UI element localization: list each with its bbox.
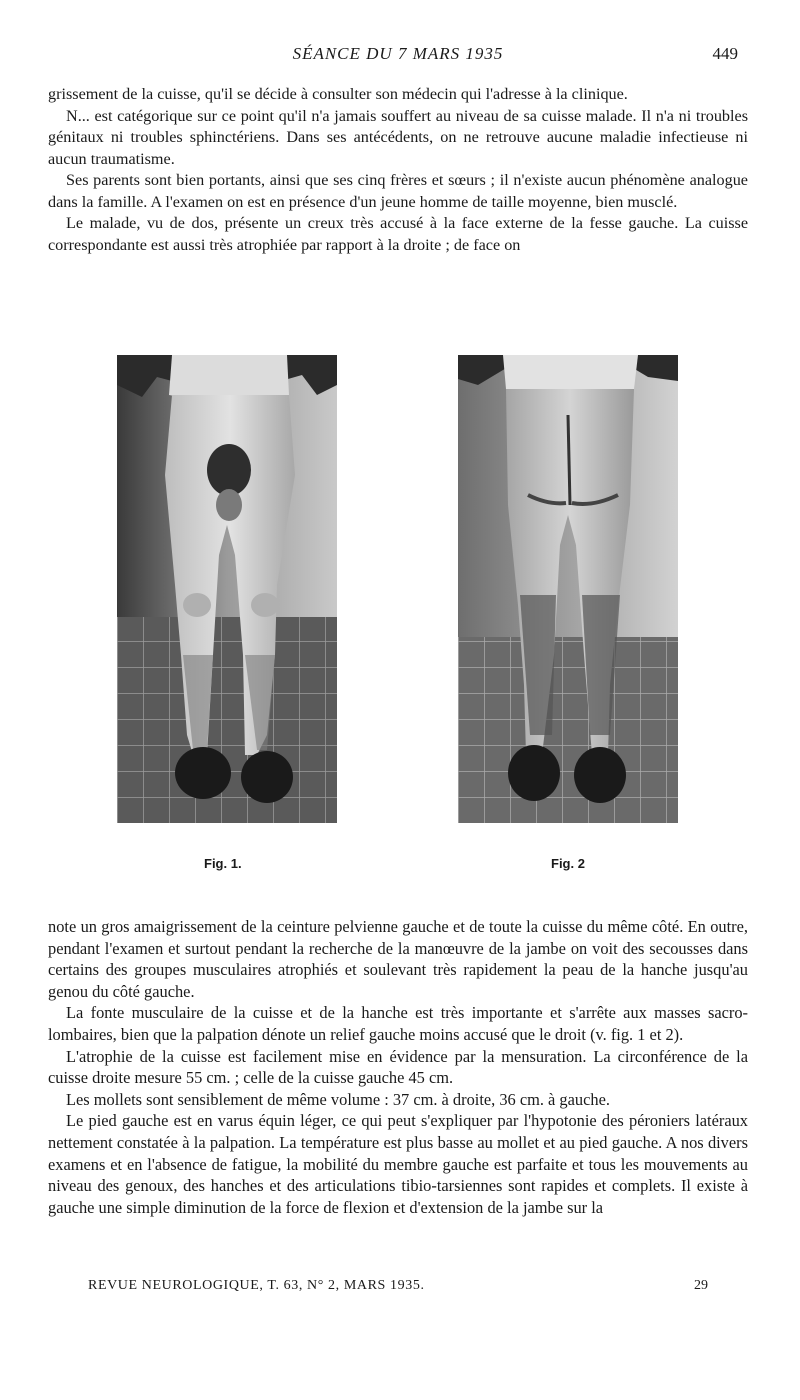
paragraph: note un gros amaigrissement de la ceinture pelvienne gauche et de toute la cuisse du même côté. En outre, pendant l'examen et surtout pendant la recherche de la manœuvre de la jambe on voit des secousses dans certains des groupes musculaires atrophiés et soulevant très rapidement la peau de la hanche jusqu'au genou du côté gauche. [48,917,748,1001]
paragraph: Le malade, vu de dos, présente un creux très accusé à la face externe de la fesse gauche. La cuisse correspondante est aussi très atrophiée par rapport à la droite ; de face on [48,214,748,254]
sheet-number: 29 [694,1278,708,1293]
figure-2-caption: Fig. 2 [551,856,585,871]
page-number: 449 [712,44,738,63]
figure-1-caption: Fig. 1. [204,856,242,871]
body-text-top [48,84,748,256]
journal-reference: REVUE NEUROLOGIQUE, T. 63, N° 2, MARS 1935. [88,1278,425,1293]
running-title: SÉANCE DU 7 MARS 1935 [292,44,504,63]
paragraph: La fonte musculaire de la cuisse et de la hanche est très importante et s'arrête aux masses sacro-lombaires, bien que la palpation dénote un relief gauche moins accusé que le droit (v. fig. 1 et 2). [48,1003,748,1044]
paragraph: Les mollets sont sensiblement de même volume : 37 cm. à droite, 36 cm. à gauche. [66,1089,610,1109]
back-view-photo-illustration [458,355,678,823]
paragraph: N... est catégorique sur ce point qu'il n'a jamais souffert au niveau de sa cuisse malade. Il n'a ni troubles génitaux ni troubles sphinctériens. Dans ses antécédents, on ne retrouve aucune maladie infectieuse ni aucun traumatisme. [48,106,748,168]
front-view-photo-illustration [117,355,337,823]
paragraph: grissement de la cuisse, qu'il se décide à consulter son médecin qui l'adresse à la clinique. [48,85,628,103]
paragraph: L'atrophie de la cuisse est facilement mise en évidence par la mensuration. La circonférence de la cuisse droite mesure 55 cm. ; celle de la cuisse gauche 45 cm. [48,1046,748,1088]
body-text-bottom [48,916,748,1218]
paragraph: Ses parents sont bien portants, ainsi que ses cinq frères et sœurs ; il n'existe aucun phénomène analogue dans la famille. A l'examen on est en présence d'un jeune homme de taille moyenne, bien musclé. [48,171,748,211]
paragraph: Le pied gauche est en varus équin léger, ce qui peut s'expliquer par l'hypotonie des péroniers latéraux nettement constatée à la palpation. La température est plus basse au mollet et au pied gauche. A nos divers examens et en l'absence de fatigue, la mobilité du membre gauche est parfaite et tous les mouvements au niveau des genoux, des hanches et des articulations tibio-tarsiennes sont rapides et complets. Il existe à gauche une simple diminution de la force de flexion et d'extension de la jambe sur la [48,1111,748,1217]
figure-1-photo [117,355,337,823]
figure-2-photo [458,355,678,823]
page-header [48,44,748,70]
